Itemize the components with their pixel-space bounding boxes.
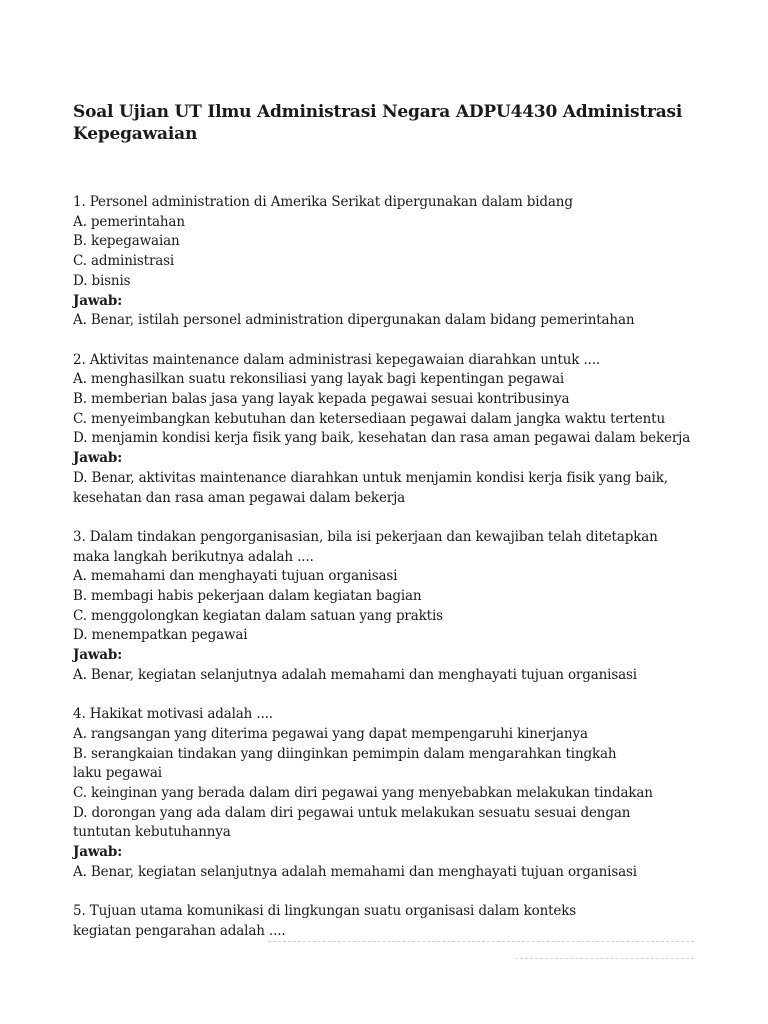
answer-option: tuntutan kebutuhannya <box>73 824 231 841</box>
question-block <box>73 351 713 509</box>
answer-option: D. menempatkan pegawai <box>73 627 248 644</box>
answer-option: D. menjamin kondisi kerja fisik yang baik, kesehatan dan rasa aman pegawai dalam bekerja <box>73 430 691 447</box>
answer-option: B. memberian balas jasa yang layak kepada pegawai sesuai kontribusinya <box>73 391 570 408</box>
answer-option: A. memahami dan menghayati tujuan organisasi <box>73 568 398 585</box>
document-page <box>73 101 713 942</box>
question-list <box>73 193 713 942</box>
question-block <box>73 528 713 686</box>
answer-option: A. pemerintahan <box>73 213 185 230</box>
answer-option: laku pegawai <box>73 765 162 782</box>
answer-explanation: A. Benar, kegiatan selanjutnya adalah memahami dan menghayati tujuan organisasi <box>73 863 637 880</box>
question-text: 1. Personel administration di Amerika Serikat dipergunakan dalam bidang <box>73 194 573 210</box>
document-title <box>73 101 713 145</box>
answer-label: Jawab: <box>73 450 123 467</box>
question-block <box>73 705 713 882</box>
answer-explanation: A. Benar, kegiatan selanjutnya adalah memahami dan menghayati tujuan organisasi <box>73 666 637 683</box>
answer-label: Jawab: <box>73 292 123 309</box>
answer-option: C. administrasi <box>73 253 175 270</box>
answer-option: B. kepegawaian <box>73 233 180 250</box>
question-block <box>73 193 713 331</box>
dashed-divider-2 <box>515 958 694 959</box>
question-block <box>73 902 713 941</box>
question-text: 2. Aktivitas maintenance dalam administrasi kepegawaian diarahkan untuk .... <box>73 351 601 368</box>
title-line-2: Kepegawaian <box>73 124 198 144</box>
answer-explanation: D. Benar, aktivitas maintenance diarahkan untuk menjamin kondisi kerja fisik yang baik, <box>73 469 668 486</box>
question-spacer <box>73 686 713 706</box>
title-spacer <box>73 145 713 193</box>
answer-option: D. bisnis <box>73 272 131 289</box>
answer-option: D. dorongan yang ada dalam diri pegawai untuk melakukan sesuatu sesuai dengan <box>73 804 631 821</box>
answer-option: B. serangkaian tindakan yang diinginkan pemimpin dalam mengarahkan tingkah <box>73 745 617 762</box>
answer-explanation: A. Benar, istilah personel administration dipergunakan dalam bidang pemerintahan <box>73 312 635 329</box>
answer-option: B. membagi habis pekerjaan dalam kegiatan bagian <box>73 588 422 605</box>
question-text: kegiatan pengarahan adalah .... <box>73 922 286 939</box>
question-text: 4. Hakikat motivasi adalah .... <box>73 706 273 723</box>
question-spacer <box>73 331 713 351</box>
answer-option: A. menghasilkan suatu rekonsiliasi yang layak bagi kepentingan pegawai <box>73 371 565 388</box>
answer-option: C. keinginan yang berada dalam diri pegawai yang menyebabkan melakukan tindakan <box>73 785 653 802</box>
answer-option: C. menyeimbangkan kebutuhan dan ketersediaan pegawai dalam jangka waktu tertentu <box>73 410 665 427</box>
question-spacer <box>73 508 713 528</box>
question-text: 3. Dalam tindakan pengorganisasian, bila isi pekerjaan dan kewajiban telah ditetapkan <box>73 528 658 545</box>
title-line-1: Soal Ujian UT Ilmu Administrasi Negara ADPU4430 Administrasi <box>73 102 683 122</box>
answer-option: A. rangsangan yang diterima pegawai yang dapat mempengaruhi kinerjanya <box>73 725 588 742</box>
question-text: 5. Tujuan utama komunikasi di lingkungan suatu organisasi dalam konteks <box>73 903 577 920</box>
answer-explanation: kesehatan dan rasa aman pegawai dalam bekerja <box>73 489 406 506</box>
answer-label: Jawab: <box>73 844 123 861</box>
question-spacer <box>73 883 713 903</box>
answer-label: Jawab: <box>73 647 123 664</box>
dashed-divider-1 <box>268 941 694 942</box>
answer-option: C. menggolongkan kegiatan dalam satuan yang praktis <box>73 607 443 624</box>
question-text: maka langkah berikutnya adalah .... <box>73 548 314 565</box>
